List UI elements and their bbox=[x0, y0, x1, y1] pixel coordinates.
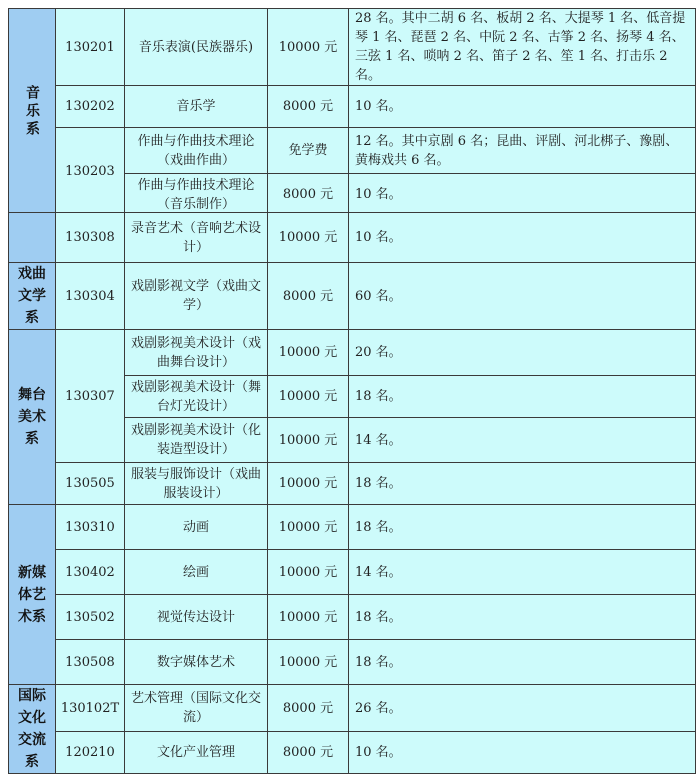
fee-cell: 10000 元 bbox=[268, 640, 349, 685]
fee-cell: 8000 元 bbox=[268, 263, 349, 330]
note-cell: 10 名。 bbox=[349, 732, 696, 774]
code-cell: 130202 bbox=[56, 86, 125, 128]
note-cell: 20 名。 bbox=[349, 330, 696, 376]
dept-cell bbox=[9, 213, 56, 263]
fee-cell: 8000 元 bbox=[268, 174, 349, 216]
code-cell: 130308 bbox=[56, 213, 125, 263]
table-row bbox=[9, 86, 696, 128]
note-cell: 10 名。 bbox=[349, 174, 696, 216]
note-cell: 26 名。 bbox=[349, 685, 696, 732]
code-cell: 130402 bbox=[56, 550, 125, 595]
major-cell: 戏剧影视美术设计（化装造型设计） bbox=[125, 418, 268, 463]
table-row bbox=[9, 595, 696, 640]
note-cell: 12 名。其中京剧 6 名；昆曲、评剧、河北梆子、豫剧、黄梅戏共 6 名。 bbox=[349, 128, 696, 174]
code-cell: 130310 bbox=[56, 505, 125, 550]
code-cell: 130508 bbox=[56, 640, 125, 685]
code-cell: 130304 bbox=[56, 263, 125, 330]
major-cell: 戏剧影视美术设计（舞台灯光设计） bbox=[125, 376, 268, 418]
table-row bbox=[9, 550, 696, 595]
fee-cell: 免学费 bbox=[268, 128, 349, 174]
note-cell: 14 名。 bbox=[349, 550, 696, 595]
major-cell: 绘画 bbox=[125, 550, 268, 595]
table-row bbox=[9, 640, 696, 685]
note-cell: 14 名。 bbox=[349, 418, 696, 463]
fee-cell: 8000 元 bbox=[268, 732, 349, 774]
note-cell: 28 名。其中二胡 6 名、板胡 2 名、大提琴 1 名、低音提琴 1 名、琵琶 2 名、中阮 2 名、古筝 2 名、扬琴 4 名、三弦 1 名、唢呐 2 名、笛子 2 名、笙 1 名、打击乐 2 名。 bbox=[349, 9, 696, 86]
table-row bbox=[9, 9, 696, 86]
admissions-table-other bbox=[8, 212, 696, 774]
fee-cell: 10000 元 bbox=[268, 376, 349, 418]
note-cell: 10 名。 bbox=[349, 213, 696, 263]
table-row bbox=[9, 685, 696, 732]
major-cell: 文化产业管理 bbox=[125, 732, 268, 774]
table-row bbox=[9, 505, 696, 550]
major-cell: 动画 bbox=[125, 505, 268, 550]
major-cell: 音乐学 bbox=[125, 86, 268, 128]
table-row bbox=[9, 330, 696, 376]
admissions-table-music bbox=[8, 8, 696, 216]
fee-cell: 8000 元 bbox=[268, 685, 349, 732]
code-cell: 130307 bbox=[56, 330, 125, 463]
fee-cell: 8000 元 bbox=[268, 86, 349, 128]
note-cell: 18 名。 bbox=[349, 640, 696, 685]
dept-cell: 音乐系 bbox=[9, 9, 56, 216]
code-cell: 130502 bbox=[56, 595, 125, 640]
note-cell: 18 名。 bbox=[349, 463, 696, 505]
code-cell: 130102T bbox=[56, 685, 125, 732]
fee-cell: 10000 元 bbox=[268, 595, 349, 640]
major-cell: 艺术管理（国际文化交流） bbox=[125, 685, 268, 732]
major-cell: 录音艺术（音响艺术设计） bbox=[125, 213, 268, 263]
note-cell: 18 名。 bbox=[349, 505, 696, 550]
major-cell: 戏剧影视美术设计（戏曲舞台设计） bbox=[125, 330, 268, 376]
code-cell: 120210 bbox=[56, 732, 125, 774]
major-cell: 数字媒体艺术 bbox=[125, 640, 268, 685]
table-row bbox=[9, 732, 696, 774]
code-cell: 130203 bbox=[56, 128, 125, 216]
major-cell: 音乐表演(民族器乐) bbox=[125, 9, 268, 86]
fee-cell: 10000 元 bbox=[268, 9, 349, 86]
dept-cell: 新媒体艺术系 bbox=[9, 505, 56, 685]
dept-cell: 舞台美术系 bbox=[9, 330, 56, 505]
table-row bbox=[9, 463, 696, 505]
table-row bbox=[9, 128, 696, 174]
note-cell: 60 名。 bbox=[349, 263, 696, 330]
dept-cell: 戏曲文学系 bbox=[9, 263, 56, 330]
major-cell: 作曲与作曲技术理论（戏曲作曲） bbox=[125, 128, 268, 174]
table-row bbox=[9, 213, 696, 263]
fee-cell: 10000 元 bbox=[268, 213, 349, 263]
fee-cell: 10000 元 bbox=[268, 463, 349, 505]
table-row bbox=[9, 263, 696, 330]
major-cell: 服装与服饰设计（戏曲服装设计） bbox=[125, 463, 268, 505]
code-cell: 130201 bbox=[56, 9, 125, 86]
fee-cell: 10000 元 bbox=[268, 330, 349, 376]
fee-cell: 10000 元 bbox=[268, 418, 349, 463]
note-cell: 10 名。 bbox=[349, 86, 696, 128]
major-cell: 视觉传达设计 bbox=[125, 595, 268, 640]
major-cell: 作曲与作曲技术理论（音乐制作） bbox=[125, 174, 268, 216]
fee-cell: 10000 元 bbox=[268, 550, 349, 595]
major-cell: 戏剧影视文学（戏曲文学） bbox=[125, 263, 268, 330]
note-cell: 18 名。 bbox=[349, 595, 696, 640]
code-cell: 130505 bbox=[56, 463, 125, 505]
dept-cell: 国际文化交流系 bbox=[9, 685, 56, 774]
fee-cell: 10000 元 bbox=[268, 505, 349, 550]
note-cell: 18 名。 bbox=[349, 376, 696, 418]
